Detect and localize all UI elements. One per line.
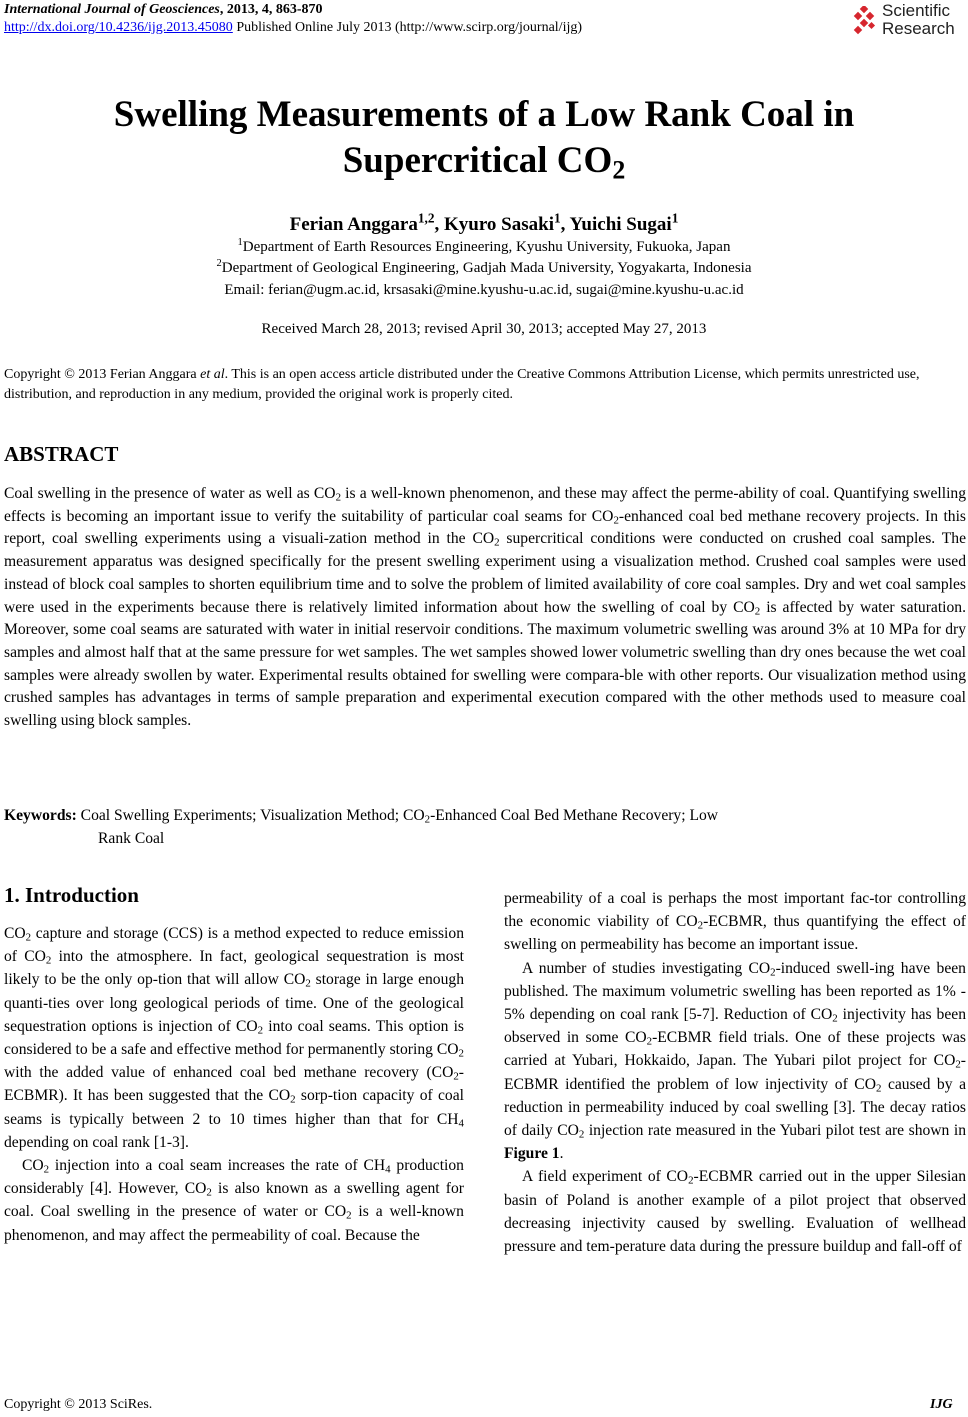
journal-volume: , 2013, 4, 863-870 [219, 2, 323, 17]
paragraph: permeability of a coal is perhaps the most important fac-tor controlling the economic viability of $CO_2$-ECBMR, thus quantifying the effect of swelling on permeability has become an important issue. [504, 890, 967, 954]
abstract-body: Coal swelling in the presence of water as well as $CO_2$ is a well-known phenomenon, and these may affect the perme-ability of coal. Quantifying swelling effects is becoming an important issue to verify the suitability of particular coal seams for $CO_2$-enhanced coal bed methane recovery projects. In this report, coal swelling experiments using a visuali-zation method in the $CO_2$ supercritical conditions were conducted on crushed coal samples. The measurement apparatus was designed specifically for the present swelling experiment using a visualization method. Crushed coal samples were used instead of block coal samples to shorten equilibrium time and to solve the problem of limited availability of core coal samples. Dry and wet coal samples were used in the experiments because there is relatively limited information about how the swelling of coal by $CO_2$ is affected by water saturation. Moreover, some coal seams are saturated with water in initial reservoir conditions. The maximum volumetric swelling was around 3% at 10 MPa for dry samples and almost half that at the same pressure for wet samples. The wet samples showed lower volumetric swelling than dry ones because the wet coal samples were already swollen by water. Experimental results obtained for swelling were compara-ble with other reports. Our visualization method using crushed samples has advantages in terms of sample preparation and experimental execution compared with the other methods used to measure coal swelling using block samples. [4, 485, 967, 730]
received-dates: Received March 28, 2013; revised April 30, 2013; accepted May 27, 2013 [261, 321, 707, 337]
figure-1-reference[interactable]: Figure 1 [504, 1145, 560, 1163]
body-column-left [4, 922, 464, 1247]
paragraph: $CO_2$ injection into a coal seam increases the rate of $CH_4$ production considerably [4]. However, $CO_2$ is also known as a swelling agent for coal. Coal swelling in the presence of water or $CO_2$ is a well-known phenomenon, and may affect the permeability of coal. Because the [4, 1157, 464, 1244]
title-line2: Supercritical $CO_2$ [342, 140, 626, 185]
paragraph: A number of studies investigating $CO_2$-induced swell-ing have been published. The maximum volumetric swelling has been reported as 1% - 5% depending on coal rank [5-7]. Reduction of $CO_2$ injectivity has been observed in some $CO_2$-ECBMR field trials. One of these projects was carried at Yubari, Hokkaido, Japan. The Yubari pilot project for $CO_2$-ECBMR identified the problem of low injectivity of $CO_2$ caused by a reduction in permeability induced by coal swelling [3]. The decay ratios of daily $CO_2$ injection rate measured in the Yubari pilot test are shown in Figure 1. [504, 959, 966, 1163]
footer-copyright: Copyright © 2013 SciRes. [4, 1397, 153, 1412]
abstract-heading: ABSTRACT [4, 442, 119, 466]
scientific-research-logo-icon [852, 6, 878, 36]
author-emails: Email: ferian@ugm.ac.id, krsasaki@mine.kyushu-u.ac.id, sugai@mine.kyushu-u.ac.id [224, 282, 744, 298]
keywords-label: Keywords: [4, 807, 77, 824]
logo-line1: Scientific [882, 1, 951, 20]
title-line1: Swelling Measurements of a Low Rank Coal in [113, 94, 855, 135]
logo-line2: Research [882, 19, 955, 38]
publisher-logo [852, 2, 968, 42]
paper-title [0, 92, 968, 184]
affiliation-2: $^2$Department of Geological Engineering, Gadjah Mada University, Yogyakarta, Indonesia [216, 258, 752, 276]
section-heading-introduction: 1. Introduction [4, 883, 139, 907]
paragraph: A field experiment of $CO_2$-ECBMR carried out in the upper Silesian basin of Poland is another example of a pilot project that observed decreasing injectivity caused by swelling. Evaluation of wellhead pressure and tem-perature data during the pressure buildup and fall-off of [504, 1168, 966, 1256]
paragraph: $CO_2$ capture and storage (CCS) is a method expected to reduce emission of $CO_2$ into the atmosphere. In fact, geological sequestration is most likely to be the only op-tion that will allow $CO_2$ storage in large enough quanti-ties over long geological periods of time. One of the geological sequestration options is injection of $CO_2$ into coal seams. This option is considered to be a safe and effective method for permanently storing $CO_2$ with the added value of enhanced coal bed methane recovery $(CO_2-ECBMR)$. It has been suggested that the $CO_2$ sorp-tion capacity of coal seams is typically between 2 to 10 times higher than that for $CH_4$ depending on coal rank [1-3]. [4, 925, 465, 1151]
journal-name: International Journal of Geosciences [4, 2, 220, 17]
affiliation-1: $^1$Department of Earth Resources Engineering, Kyushu University, Fukuoka, Japan [237, 237, 731, 255]
published-online: Published Online July 2013 (http://www.scirp.org/journal/ijg) [232, 20, 583, 35]
journal-header [4, 2, 323, 18]
copyright-notice: Copyright © 2013 Ferian Anggara et al. This is an open access article distributed under the Creative Commons Attribution License, which permits unrestricted use, distribution, and reproduction in any medium, provided the original work is properly cited. [4, 367, 920, 402]
footer-journal-abbrev: IJG [930, 1397, 953, 1412]
body-column-right [504, 887, 966, 1258]
doi-link[interactable]: http://dx.doi.org/10.4236/ijg.2013.45080 [4, 20, 233, 35]
author-list: Ferian Anggara$^{1,2}$, Kyuro Sasaki$^1$, Yuichi Sugai$^1$ [289, 210, 679, 235]
keywords: Keywords: Coal Swelling Experiments; Visualization Method; $CO_2$-Enhanced Coal Bed Methane Recovery; Low Rank Coal [4, 807, 719, 847]
doi-line [4, 20, 582, 36]
